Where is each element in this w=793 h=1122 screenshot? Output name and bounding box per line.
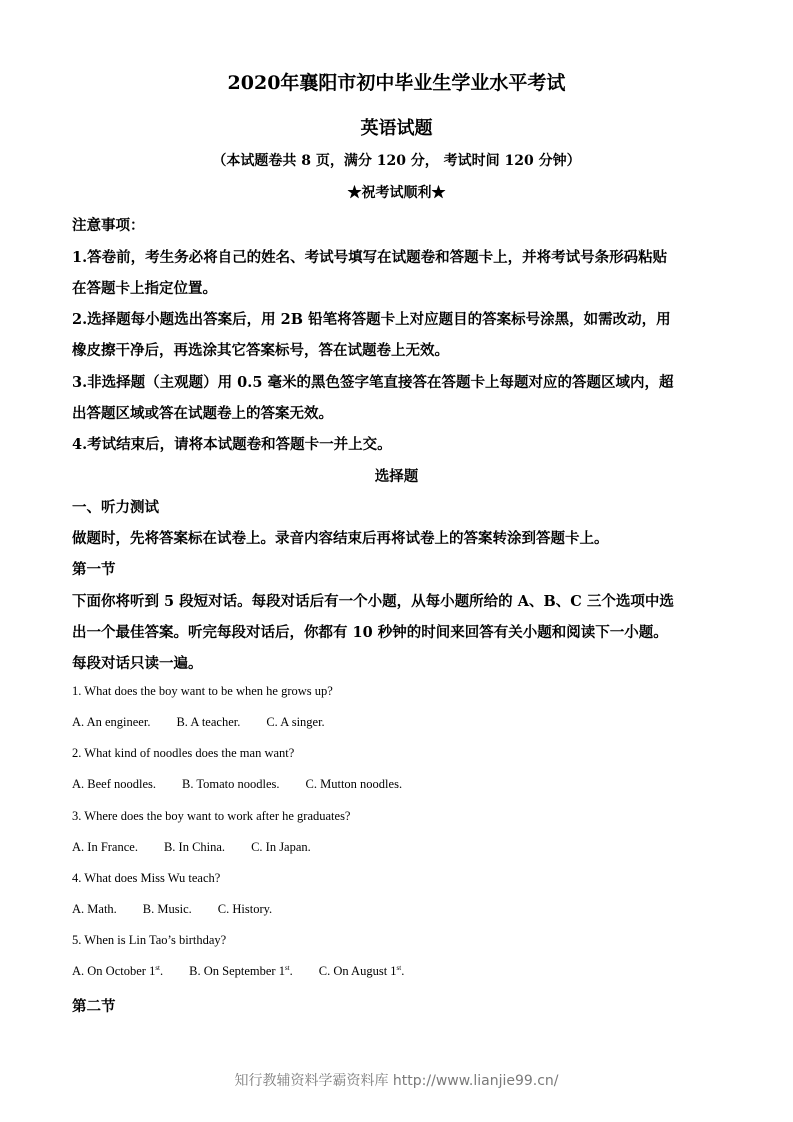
option-c: C. In Japan. (251, 840, 311, 854)
exam-title: 2020年襄阳市初中毕业生学业水平考试 (227, 72, 566, 94)
exam-info: （本试题卷共 8 页，满分 120 分， 考试时间 120 分钟） (212, 153, 581, 169)
question-options (72, 777, 428, 792)
sub1-heading: 第一节 (72, 561, 116, 578)
question-text: 2. What kind of noodles does the man want? (72, 746, 295, 760)
question-text: 3. Where does the boy want to work after he graduates? (72, 809, 351, 823)
sub1-line: 下面你将听到 5 段短对话。每段对话后有一个小题，从每小题所给的 A、B、C 三个选项中选 (72, 593, 674, 610)
question-options (72, 902, 298, 917)
notes-line: 2.选择题每小题选出答案后，用 2B 铅笔将答题卡上对应题目的答案标号涂黑，如需改动，用 (72, 311, 671, 328)
notes-heading: 注意事项： (72, 217, 145, 234)
option-a: A. In France. (72, 840, 138, 854)
option-b: B. In China. (163, 840, 226, 854)
section-heading: 选择题 (374, 468, 419, 485)
option-c: C. History. (217, 902, 273, 916)
question-options (72, 840, 337, 855)
exam-wish: ★祝考试顺利★ (347, 185, 446, 201)
option-a: A. On October 1st. (72, 964, 164, 978)
option-b: B. On September 1st. (189, 964, 293, 978)
option-c: C. On August 1st. (318, 964, 405, 978)
part1-heading: 一、听力测试 (72, 499, 159, 516)
option-b: B. A teacher. (176, 715, 241, 729)
notes-line: 在答题卡上指定位置。 (72, 280, 217, 297)
option-b: B. Music. (142, 902, 192, 916)
question-options (72, 964, 430, 979)
sub2-heading: 第二节 (72, 998, 116, 1015)
exam-subtitle: 英语试题 (360, 118, 433, 139)
watermark-footer: 知行教辅资料学霸资料库 http://www.lianjie99.cn/ (234, 1073, 559, 1089)
sub1-line: 每段对话只读一遍。 (72, 655, 203, 672)
option-c: C. A singer. (266, 715, 325, 729)
sub1-line: 出一个最佳答案。听完每段对话后，你都有 10 秒钟的时间来回答有关小题和阅读下一小题。 (72, 624, 668, 641)
question-text: 4. What does Miss Wu teach? (72, 871, 221, 885)
question-text: 1. What does the boy want to be when he grows up? (72, 684, 333, 698)
notes-line: 橡皮擦干净后，再选涂其它答案标号，答在试题卷上无效。 (72, 342, 449, 359)
part1-instruction: 做题时，先将答案标在试卷上。录音内容结束后再将试卷上的答案转涂到答题卡上。 (72, 530, 609, 547)
question-text: 5. When is Lin Tao’s birthday? (72, 933, 227, 947)
notes-line: 4.考试结束后，请将本试题卷和答题卡一并上交。 (72, 436, 392, 453)
notes-line: 3.非选择题（主观题）用 0.5 毫米的黑色签字笔直接答在答题卡上每题对应的答题区域内，超 (72, 374, 674, 391)
option-b: B. Tomato noodles. (182, 777, 280, 791)
option-a: A. Beef noodles. (72, 777, 157, 791)
option-c: C. Mutton noodles. (305, 777, 403, 791)
notes-line: 出答题区域或答在试题卷上的答案无效。 (72, 405, 333, 422)
option-a: A. An engineer. (72, 715, 151, 729)
notes-line: 1.答卷前，考生务必将自己的姓名、考试号填写在试题卷和答题卡上，并将考试号条形码粘贴 (72, 249, 668, 266)
option-a: A. Math. (72, 902, 117, 916)
question-options (72, 715, 351, 730)
